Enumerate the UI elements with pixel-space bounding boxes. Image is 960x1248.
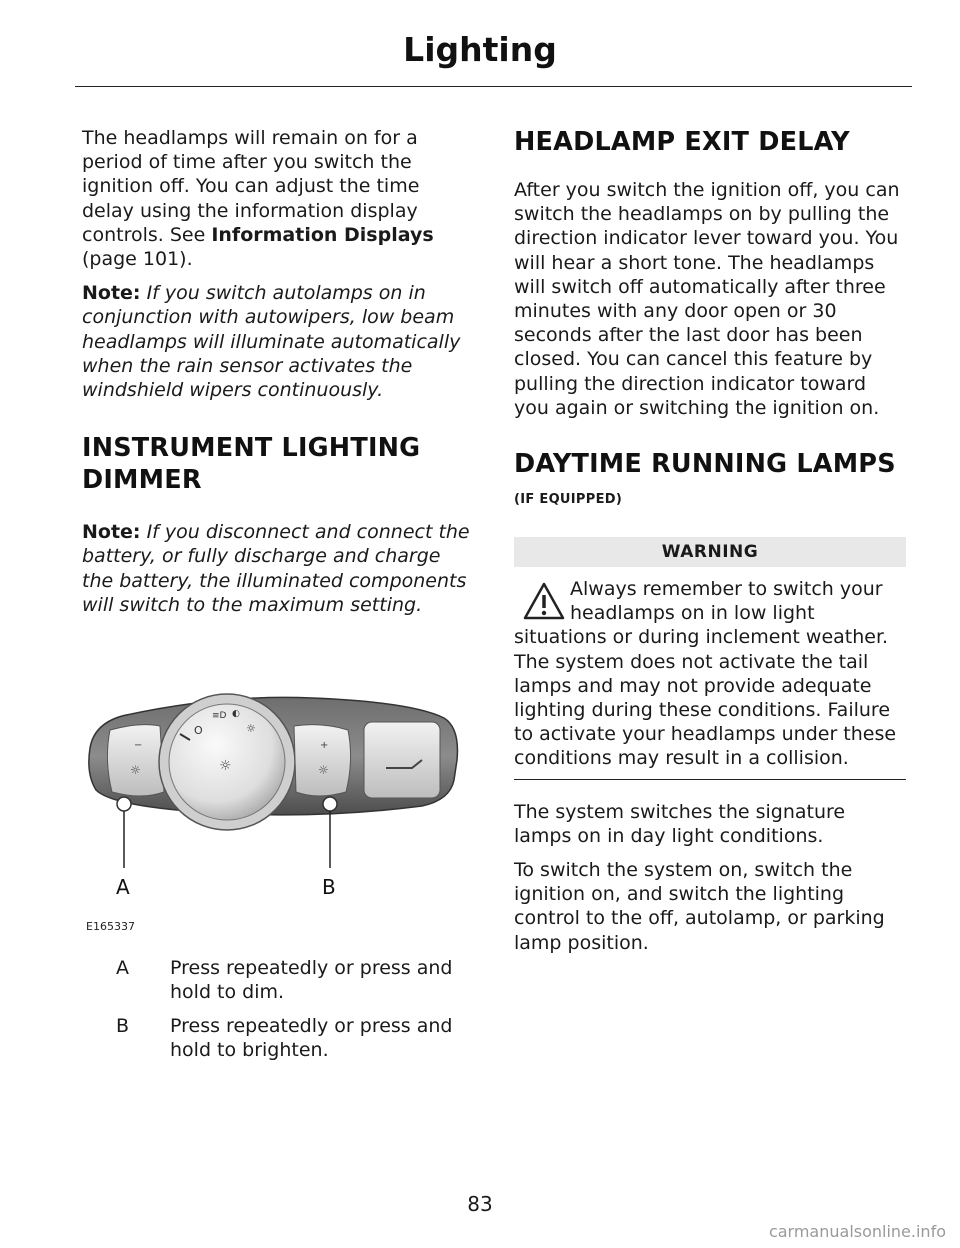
legend-text: Press repeatedly or press and hold to brighten. <box>170 1015 453 1062</box>
warning-divider <box>514 779 906 780</box>
lighting-control-illustration <box>82 688 472 938</box>
svg-text:☼: ☼ <box>246 722 256 735</box>
headlamp-exit-delay-paragraph: After you switch the ignition off, you can switch the headlamps on by pulling the direction indicator lever toward you. You will hear a short tone. The headlamps will switch off automatically after three minutes with any door open or 30 seconds after the last door has been closed. You can cancel this feature by pulling the direction indicator toward you again or switching the ignition on. <box>514 179 900 419</box>
watermark: carmanualsonline.info <box>768 1222 946 1241</box>
note-battery <box>82 520 474 617</box>
lighting-control-figure <box>82 688 472 938</box>
note-autolamps <box>82 281 474 402</box>
intro-page-ref: (page 101). <box>82 248 193 271</box>
daytime-running-lamps-heading: DAYTIME RUNNING LAMPS <box>514 449 896 480</box>
note-label: Note: <box>82 282 141 305</box>
svg-text:☼: ☼ <box>318 763 329 777</box>
title-divider <box>75 86 912 87</box>
switch-system-paragraph: To switch the system on, switch the ignition on, and switch the lighting control to the off, autolamp, or parking lamp position. <box>514 859 885 954</box>
note-text: If you disconnect and connect the battery, or fully discharge and charge the battery, the illuminated components will switch to the maximum setting. <box>82 521 470 616</box>
information-displays-link[interactable]: Information Displays <box>211 223 434 246</box>
heading-line-2: DIMMER <box>82 465 202 496</box>
svg-text:☼: ☼ <box>219 758 232 774</box>
headlamp-exit-delay-heading: HEADLAMP EXIT DELAY <box>514 127 850 157</box>
intro-paragraph <box>82 126 474 271</box>
left-column <box>82 126 474 617</box>
if-equipped-subheading: (IF EQUIPPED) <box>514 492 623 508</box>
svg-text:≡D: ≡D <box>212 711 227 721</box>
heading-line-1: INSTRUMENT LIGHTING <box>82 433 421 464</box>
warning-text-first: Always remember to switch your headlamps on in low light <box>570 578 883 625</box>
intro-text: The headlamps will remain on for a period of time after you switch the ignition off. You can adjust the time delay using the information display controls. See <box>82 127 420 246</box>
svg-text:O: O <box>194 724 203 737</box>
warning-triangle-icon <box>522 581 566 621</box>
callout-a-label: A <box>116 875 130 899</box>
svg-text:+: + <box>320 740 329 751</box>
right-column <box>514 126 906 955</box>
page-title: Lighting <box>403 30 557 69</box>
figure-id: E165337 <box>86 920 135 933</box>
callout-b-label: B <box>322 875 336 899</box>
legend-key: A <box>116 957 129 979</box>
svg-text:☼: ☼ <box>130 763 141 777</box>
svg-text:−: − <box>134 740 143 751</box>
note-text: If you switch autolamps on in conjunction with autowipers, low beam headlamps will illuminate automatically when the rain sensor activates the windshield wipers continuously. <box>82 282 461 402</box>
svg-text:◐: ◐ <box>232 709 240 719</box>
signature-lamps-paragraph: The system switches the signature lamps on in day light conditions. <box>514 800 846 847</box>
warning-box <box>514 577 906 771</box>
warning-text-rest: situations or during inclement weather. The system does not activate the tail lamps and may not provide adequate lighting during these conditions. Failure to activate your headlamps under these conditions may result in a collision. <box>514 626 897 770</box>
legend-text: Press repeatedly or press and hold to dim. <box>170 957 453 1004</box>
warning-banner: WARNING <box>514 537 906 567</box>
legend-item-b <box>82 1014 474 1066</box>
note-label: Note: <box>82 521 141 544</box>
legend-key: B <box>116 1015 130 1037</box>
instrument-lighting-heading <box>82 432 474 496</box>
legend-item-a <box>82 956 474 1008</box>
page-number: 83 <box>467 1192 493 1216</box>
